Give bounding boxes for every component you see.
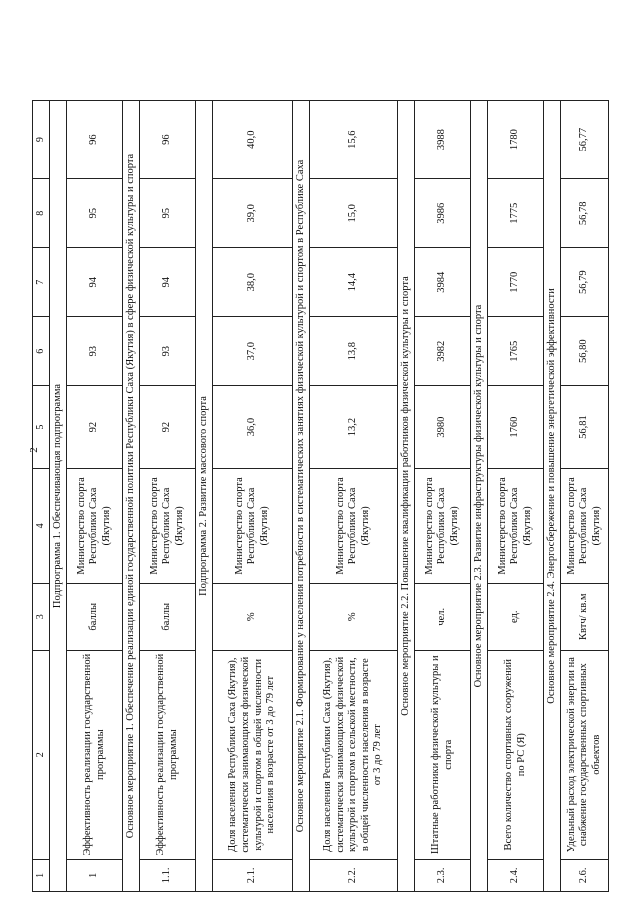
- section-title: Основное мероприятие 2.1. Формирование у населения потребности в систематических занятиях физической культурой и спортом в Республике Саха: [293, 101, 310, 892]
- value-cell: 56,81: [561, 386, 609, 469]
- section-row: [398, 101, 415, 892]
- value-cell: 3984: [415, 248, 471, 317]
- rotated-page: [32, 100, 602, 892]
- value-cell: 1775: [488, 179, 544, 248]
- header-cell: 2: [33, 650, 50, 859]
- header-cell: 5: [33, 386, 50, 469]
- executor-cell: Министерство спорта Республики Саха (Якутия): [67, 468, 123, 583]
- row-number: 2.2.: [310, 859, 398, 891]
- value-cell: 1770: [488, 248, 544, 317]
- section-row: [50, 101, 67, 892]
- row-number: 1: [67, 859, 123, 891]
- indicator-name: Эффективность реализации государственной программы: [67, 650, 123, 859]
- executor-cell: Министерство спорта Республики Саха (Якутия): [310, 468, 398, 583]
- value-cell: 94: [67, 248, 123, 317]
- section-title: Основное мероприятие 1. Обеспечение реализации единой государственной политики Республики Саха (Якутия) в сфере физической культуры и спорта: [123, 101, 140, 892]
- indicator-name: Доля населения Республики Саха (Якутия), систематически занимающихся физической культурой и спортом в сельской местности, в общей численности населения в возрасте от 3 до 79 лет: [310, 650, 398, 859]
- value-cell: 93: [67, 317, 123, 386]
- section-row: [123, 101, 140, 892]
- value-cell: 92: [140, 386, 196, 469]
- unit-cell: Квтч/ кв.м: [561, 583, 609, 650]
- value-cell: 37,0: [213, 317, 293, 386]
- unit-cell: %: [213, 583, 293, 650]
- executor-cell: Министерство спорта Республики Саха (Якутия): [488, 468, 544, 583]
- value-cell: 95: [140, 179, 196, 248]
- header-cell: 4: [33, 468, 50, 583]
- section-row: [196, 101, 213, 892]
- header-cell: 3: [33, 583, 50, 650]
- header-cell: 6: [33, 317, 50, 386]
- value-cell: 13,8: [310, 317, 398, 386]
- section-title: Основное мероприятие 2.4. Энергосбережение и повышение энергетической эффективности: [544, 101, 561, 892]
- section-title: Основное мероприятие 2.3. Развитие инфраструктуры физической культуры и спорта: [471, 101, 488, 892]
- value-cell: 15,0: [310, 179, 398, 248]
- value-cell: 95: [67, 179, 123, 248]
- unit-cell: баллы: [140, 583, 196, 650]
- value-cell: 3988: [415, 101, 471, 179]
- value-cell: 13,2: [310, 386, 398, 469]
- row-number: 2.4.: [488, 859, 544, 891]
- executor-cell: Министерство спорта Республики Саха (Якутия): [561, 468, 609, 583]
- section-row: [293, 101, 310, 892]
- table-row: [415, 101, 471, 892]
- indicator-name: Штатные работники физической культуры и спорта: [415, 650, 471, 859]
- table-row: [488, 101, 544, 892]
- indicator-name: Удельный расход электрической энергии на снабжение государственных спортивных объектов: [561, 650, 609, 859]
- section-row: [544, 101, 561, 892]
- indicators-table: [32, 100, 609, 892]
- value-cell: 96: [140, 101, 196, 179]
- unit-cell: ед.: [488, 583, 544, 650]
- header-row: [33, 101, 50, 892]
- indicator-name: Доля населения Республики Саха (Якутия), систематически занимающихся физической культурой и спортом в общей численности населения в возрасте от 3 до 79 лет: [213, 650, 293, 859]
- unit-cell: баллы: [67, 583, 123, 650]
- executor-cell: Министерство спорта Республики Саха (Якутия): [140, 468, 196, 583]
- value-cell: 56,78: [561, 179, 609, 248]
- value-cell: 56,80: [561, 317, 609, 386]
- header-cell: 9: [33, 101, 50, 179]
- value-cell: 15,6: [310, 101, 398, 179]
- row-number: 1.1.: [140, 859, 196, 891]
- value-cell: 1765: [488, 317, 544, 386]
- row-number: 2.1.: [213, 859, 293, 891]
- value-cell: 3980: [415, 386, 471, 469]
- value-cell: 40,0: [213, 101, 293, 179]
- value-cell: 38,0: [213, 248, 293, 317]
- section-title: Подпрограмма 1. Обеспечивающая подпрограмма: [50, 101, 67, 892]
- value-cell: 96: [67, 101, 123, 179]
- value-cell: 56,79: [561, 248, 609, 317]
- row-number: 2.6.: [561, 859, 609, 891]
- table-row: [67, 101, 123, 892]
- row-number: 2.3.: [415, 859, 471, 891]
- header-cell: 1: [33, 859, 50, 891]
- unit-cell: чел.: [415, 583, 471, 650]
- value-cell: 39,0: [213, 179, 293, 248]
- executor-cell: Министерство спорта Республики Саха (Якутия): [213, 468, 293, 583]
- value-cell: 1780: [488, 101, 544, 179]
- value-cell: 3986: [415, 179, 471, 248]
- section-row: [471, 101, 488, 892]
- section-title: Основное мероприятие 2.2. Повышение квалификации работников физической культуры и спорта: [398, 101, 415, 892]
- table-container: [32, 100, 602, 892]
- value-cell: 1760: [488, 386, 544, 469]
- executor-cell: Министерство спорта Республики Саха (Якутия): [415, 468, 471, 583]
- value-cell: 14,4: [310, 248, 398, 317]
- value-cell: 56,77: [561, 101, 609, 179]
- value-cell: 3982: [415, 317, 471, 386]
- section-title: Подпрограмма 2. Развитие массового спорта: [196, 101, 213, 892]
- table-row: [561, 101, 609, 892]
- indicator-name: Всего количество спортивных сооружений по РС (Я): [488, 650, 544, 859]
- unit-cell: %: [310, 583, 398, 650]
- table-row: [140, 101, 196, 892]
- value-cell: 36,0: [213, 386, 293, 469]
- value-cell: 94: [140, 248, 196, 317]
- table-row: [213, 101, 293, 892]
- value-cell: 92: [67, 386, 123, 469]
- page-number: 2: [28, 447, 40, 453]
- header-cell: 8: [33, 179, 50, 248]
- value-cell: 93: [140, 317, 196, 386]
- table-row: [310, 101, 398, 892]
- header-cell: 7: [33, 248, 50, 317]
- indicator-name: Эффективность реализации государственной программы: [140, 650, 196, 859]
